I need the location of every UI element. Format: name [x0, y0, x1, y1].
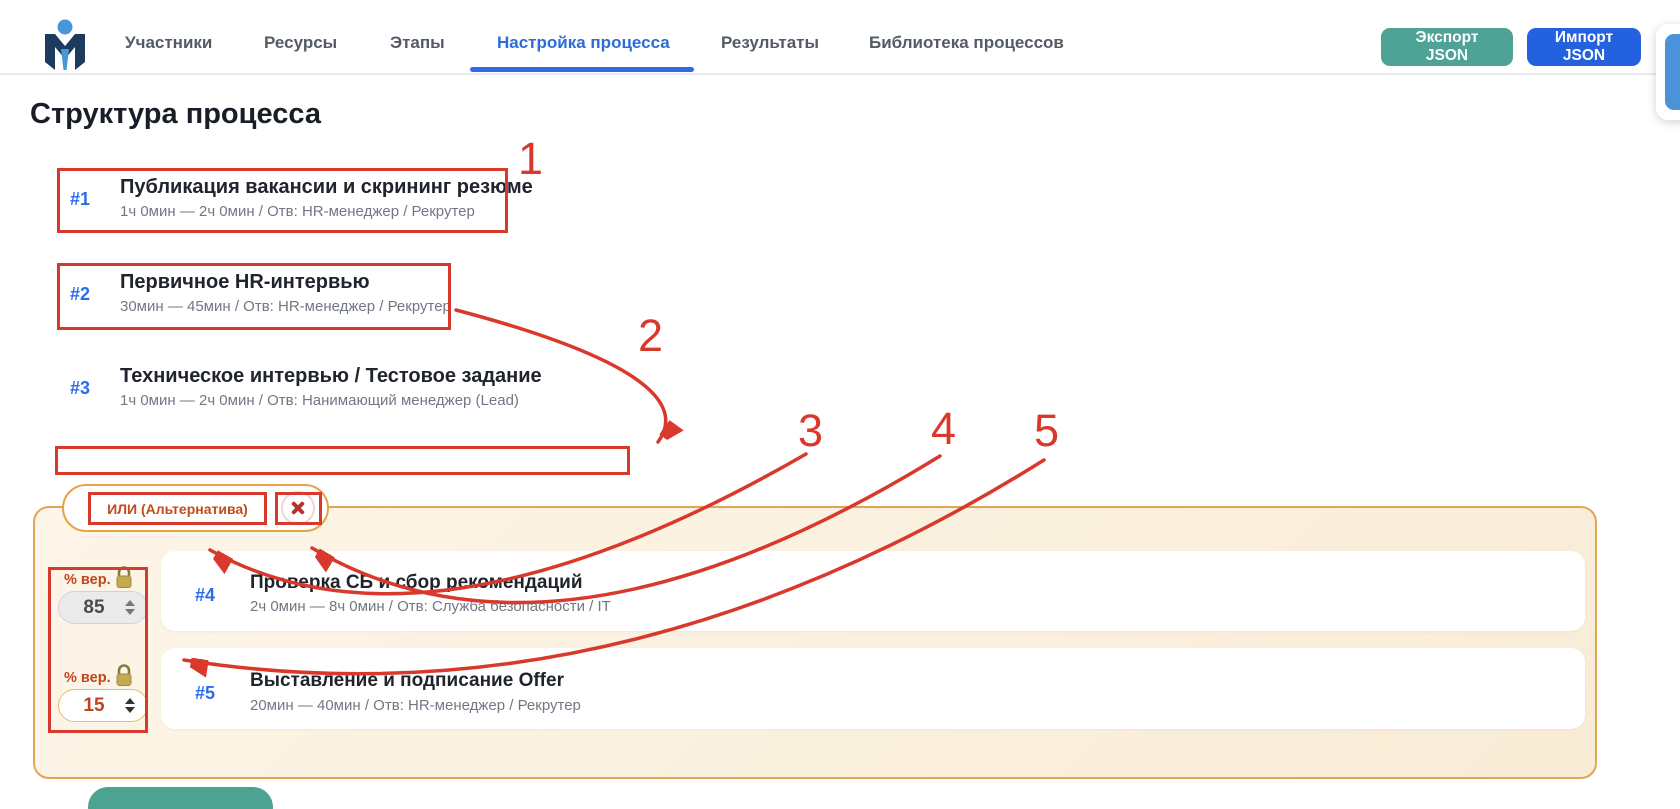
active-tab-underline — [470, 67, 694, 72]
step-number: #1 — [70, 189, 91, 209]
step-number: #4 — [195, 585, 216, 605]
step-meta: 1ч 0мин — 2ч 0мин / Отв: Нанимающий менеджер (Lead) — [120, 392, 519, 409]
annotation-number-4: 4 — [931, 403, 957, 454]
annotation-number-2: 2 — [638, 310, 664, 361]
stepper-down-icon[interactable] — [125, 609, 135, 615]
probability-input-85[interactable] — [58, 591, 148, 624]
tab-results[interactable]: Результаты — [721, 33, 820, 52]
step-row-4[interactable] — [161, 551, 1585, 631]
probability-label: % вер. — [64, 670, 111, 686]
probability-label: % вер. — [64, 572, 111, 588]
probability-value: 85 — [83, 596, 105, 618]
step-title: Проверка СБ и сбор рекомендаций — [250, 572, 583, 593]
number-stepper[interactable] — [119, 698, 141, 713]
page-title: Структура процесса — [30, 98, 321, 130]
lock-icon — [114, 664, 134, 687]
alternative-badge-label: ИЛИ (Альтернатива) — [107, 500, 248, 517]
alternative-group-container — [33, 506, 1597, 779]
step-meta: 2ч 0мин — 8ч 0мин / Отв: Служба безопасности / IT — [250, 598, 611, 615]
step-title: Выставление и подписание Offer — [250, 670, 564, 691]
remove-alternative-button[interactable] — [281, 491, 315, 525]
scrollbar-thumb[interactable] — [1665, 34, 1680, 110]
tab-resources[interactable]: Ресурсы — [264, 33, 338, 52]
step-row-5[interactable] — [161, 648, 1585, 729]
step-meta: 30мин — 45мин / Отв: HR-менеджер / Рекрутер — [120, 298, 451, 315]
step-meta: 20мин — 40мин / Отв: HR-менеджер / Рекрутер — [250, 697, 581, 714]
step-title: Публикация вакансии и скрининг резюме — [120, 176, 533, 198]
scrollbar — [1656, 24, 1680, 120]
app-logo-icon[interactable] — [38, 18, 92, 72]
step-number: #3 — [70, 378, 91, 398]
stepper-down-icon[interactable] — [125, 707, 135, 713]
annotation-box-empty-slot — [55, 446, 630, 475]
import-json-button[interactable]: Импорт JSON — [1527, 28, 1641, 66]
step-title: Первичное HR-интервью — [120, 271, 370, 293]
stepper-up-icon[interactable] — [125, 698, 135, 704]
annotation-number-1: 1 — [518, 133, 544, 184]
export-json-button[interactable]: Экспорт JSON — [1381, 28, 1513, 66]
lock-icon — [114, 566, 134, 589]
step-number: #2 — [70, 284, 91, 304]
number-stepper[interactable] — [119, 600, 141, 615]
probability-input-15[interactable] — [58, 689, 148, 722]
probability-value: 15 — [83, 694, 105, 716]
stepper-up-icon[interactable] — [125, 600, 135, 606]
annotation-number-3: 3 — [798, 405, 824, 456]
add-step-button[interactable] — [88, 787, 273, 809]
tab-participants[interactable]: Участники — [125, 33, 213, 52]
tab-process-setup[interactable]: Настройка процесса — [497, 33, 670, 52]
step-title: Техническое интервью / Тестовое задание — [120, 365, 542, 387]
step-meta: 1ч 0мин — 2ч 0мин / Отв: HR-менеджер / Рекрутер — [120, 203, 475, 220]
tab-stages[interactable]: Этапы — [390, 33, 445, 52]
step-number: #5 — [195, 683, 216, 703]
annotation-number-5: 5 — [1034, 405, 1060, 456]
top-navbar — [0, 0, 1680, 75]
tab-process-library[interactable]: Библиотека процессов — [869, 33, 1064, 52]
